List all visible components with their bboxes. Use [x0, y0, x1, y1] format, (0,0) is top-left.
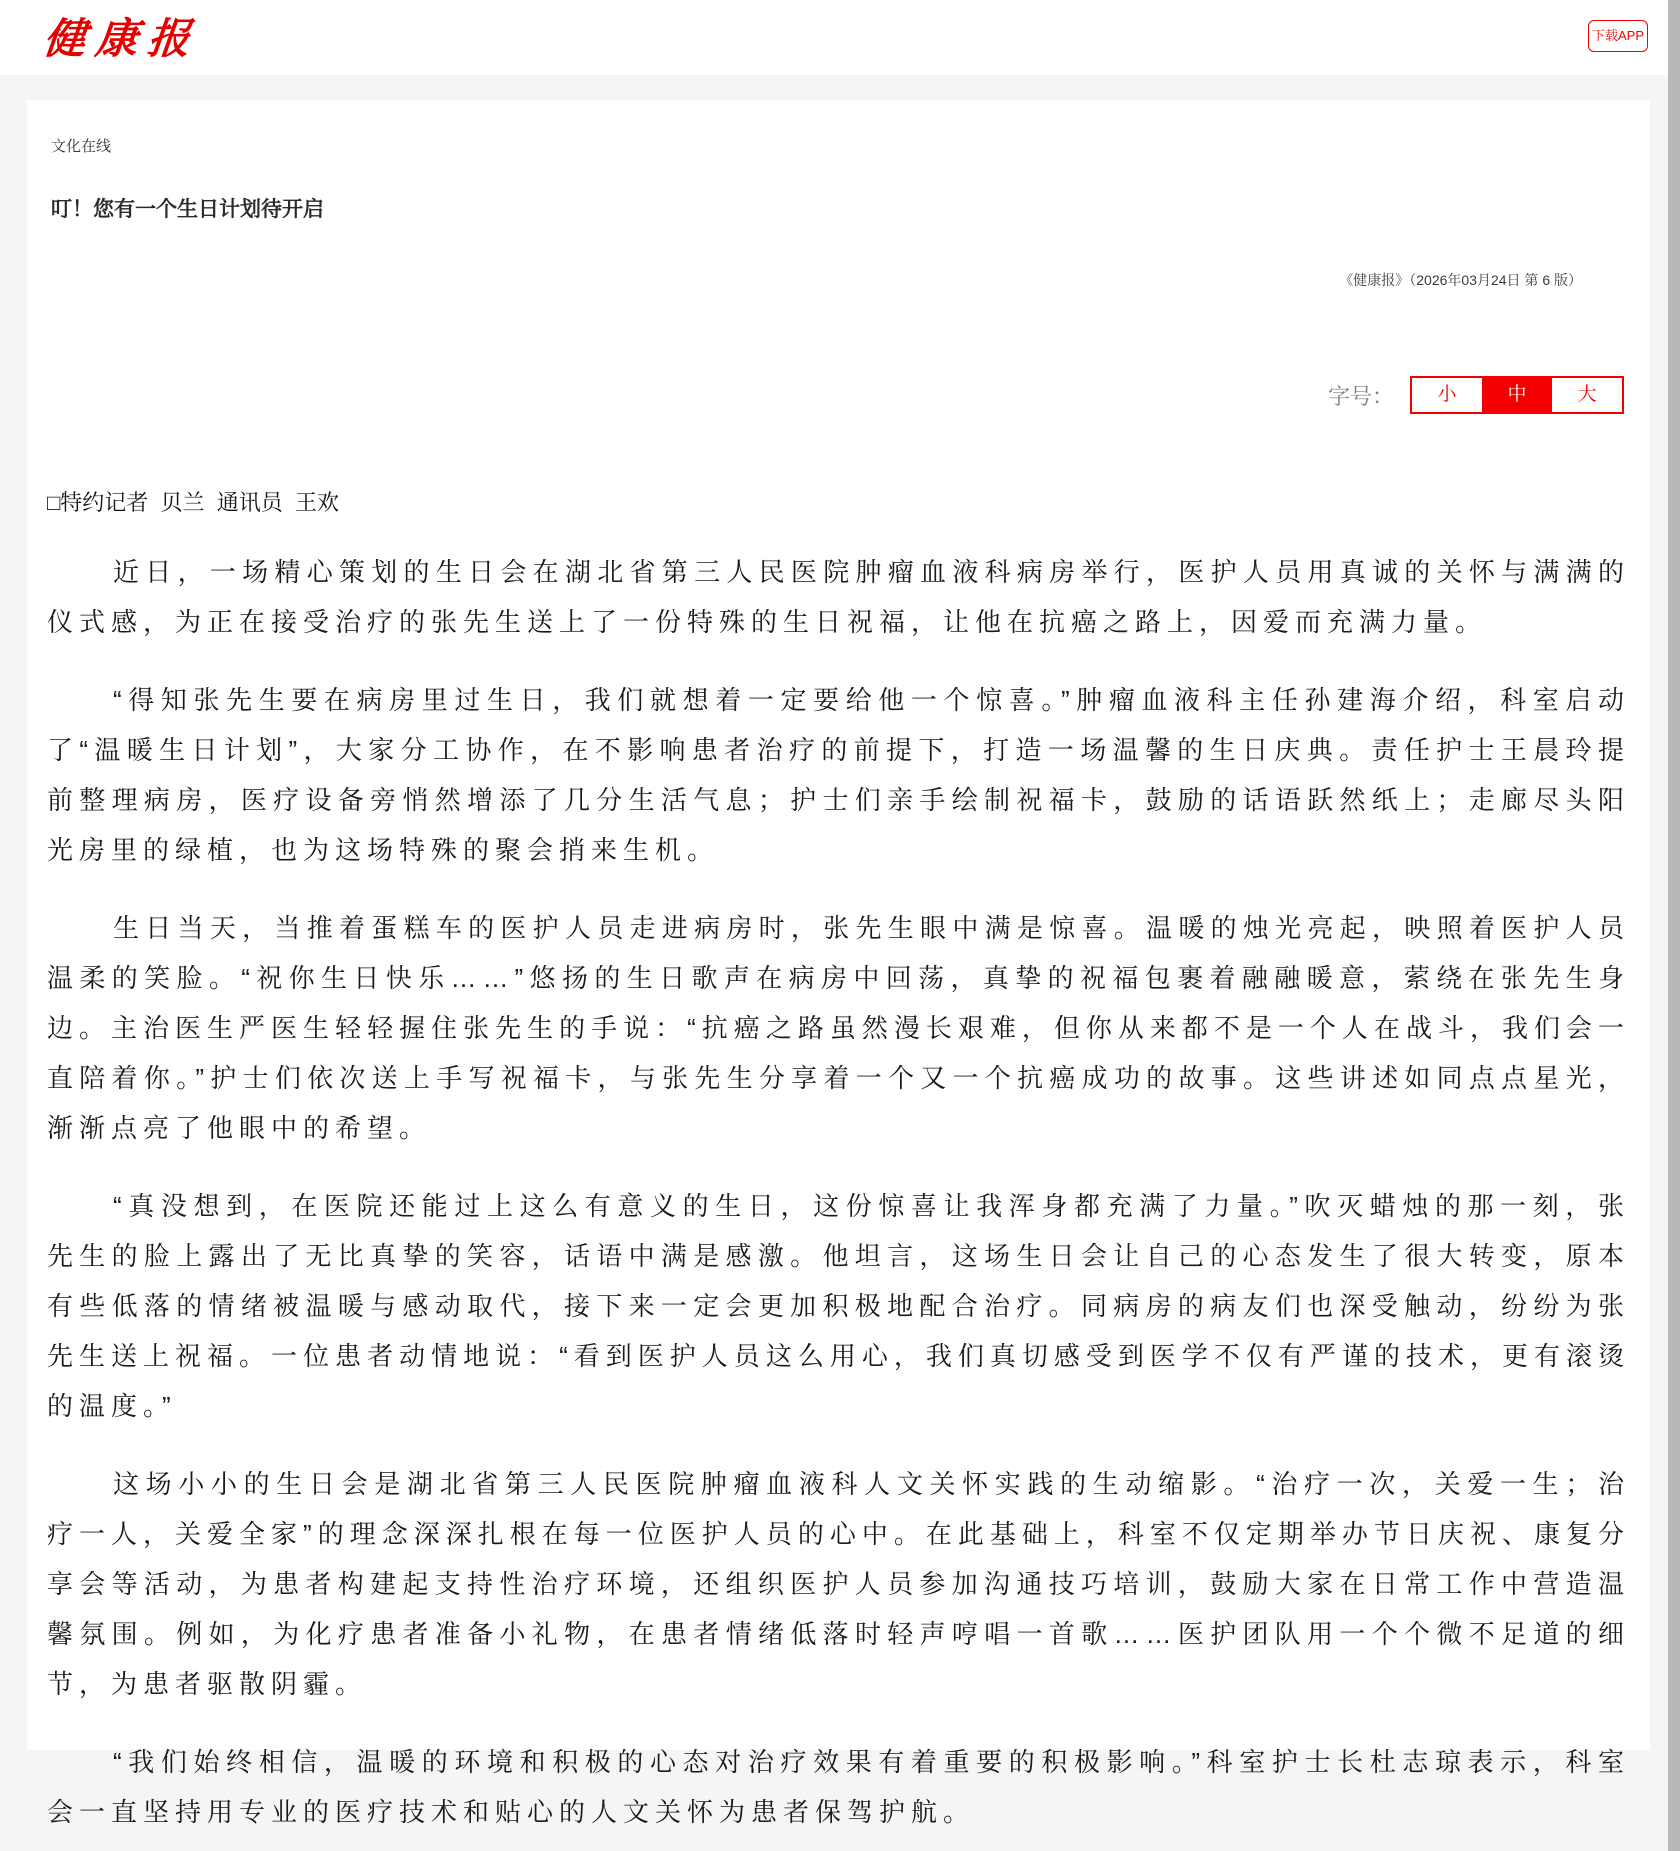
font-size-selector — [1410, 376, 1624, 414]
article-body — [47, 547, 1630, 1837]
page-background — [0, 75, 1680, 1851]
article-paragraph: “得知张先生要在病房里过生日，我们就想着一定要给他一个惊喜。”肿瘤血液科主任孙建海介绍，科室启动了“温暖生日计划”，大家分工协作，在不影响患者治疗的前提下，打造一场温馨的生日庆典。责任护士王晨玲提前整理病房，医疗设备旁悄然增添了几分生活气息；护士们亲手绘制祝福卡，鼓励的话语跃然纸上；走廊尽头阳光房里的绿植，也为这场特殊的聚会捎来生机。 — [47, 685, 1630, 865]
article-paragraph: “真没想到，在医院还能过上这么有意义的生日，这份惊喜让我浑身都充满了力量。”吹灭蜡烛的那一刻，张先生的脸上露出了无比真挚的笑容，话语中满是感激。他坦言，这场生日会让自己的心态发生了很大转变，原本有些低落的情绪被温暖与感动取代，接下来一定会更加积极地配合治疗。同病房的病友们也深受触动，纷纷为张先生送上祝福。一位患者动情地说：“看到医护人员这么用心，我们真切感受到医学不仅有严谨的技术，更有滚烫的温度。” — [47, 1191, 1630, 1421]
article-paragraph: 近日，一场精心策划的生日会在湖北省第三人民医院肿瘤血液科病房举行，医护人员用真诚的关怀与满满的仪式感，为正在接受治疗的张先生送上了一份特殊的生日祝福，让他在抗癌之路上，因爱而充满力量。 — [47, 557, 1630, 637]
article-paragraph: “我们始终相信，温暖的环境和积极的心态对治疗效果有着重要的积极影响。”科室护士长杜志琼表示，科室会一直坚持用专业的医疗技术和贴心的人文关怀为患者保驾护航。 — [47, 1747, 1630, 1827]
source-date-line: 《健康报》（2026年03月24日 第 6 版） — [1339, 272, 1582, 288]
breadcrumb[interactable]: 文化在线 — [51, 138, 112, 155]
site-logo[interactable]: 健康报 — [41, 14, 203, 63]
article-paragraph: 这场小小的生日会是湖北省第三人民医院肿瘤血液科人文关怀实践的生动缩影。“治疗一次，关爱一生；治疗一人，关爱全家”的理念深深扎根在每一位医护人员的心中。在此基础上，科室不仅定期举办节日庆祝、康复分享会等活动，为患者构建起支持性治疗环境，还组织医护人员参加沟通技巧培训，鼓励大家在日常工作中营造温馨氛围。例如，为化疗患者准备小礼物，在患者情绪低落时轻声哼唱一首歌……医护团队用一个个微不足道的细节，为患者驱散阴霾。 — [47, 1469, 1630, 1699]
site-header — [0, 0, 1680, 75]
page-title: 叮！您有一个生日计划待开启 — [51, 198, 324, 221]
font-size-row — [47, 376, 1630, 414]
font-size-label: 字号： — [1327, 383, 1394, 409]
font-size-medium-button[interactable]: 中 — [1482, 378, 1552, 412]
article-card — [27, 100, 1650, 1827]
font-size-large-button[interactable]: 大 — [1552, 378, 1622, 412]
article-byline: □特约记者 贝兰 通讯员 王欢 — [47, 490, 339, 515]
article-paragraph: 生日当天，当推着蛋糕车的医护人员走进病房时，张先生眼中满是惊喜。温暖的烛光亮起，映照着医护人员温柔的笑脸。“祝你生日快乐……”悠扬的生日歌声在病房中回荡，真挚的祝福包裹着融融暖意，萦绕在张先生身边。主治医生严医生轻轻握住张先生的手说：“抗癌之路虽然漫长艰难，但你从来都不是一个人在战斗，我们会一直陪着你。”护士们依次送上手写祝福卡，与张先生分享着一个又一个抗癌成功的故事。这些讲述如同点点星光，渐渐点亮了他眼中的希望。 — [47, 913, 1630, 1143]
font-size-small-button[interactable]: 小 — [1412, 378, 1482, 412]
scrollbar-thumb[interactable] — [1668, 0, 1680, 1851]
vertical-scrollbar[interactable] — [1668, 0, 1680, 1851]
download-app-button[interactable]: 下载APP — [1588, 20, 1648, 52]
